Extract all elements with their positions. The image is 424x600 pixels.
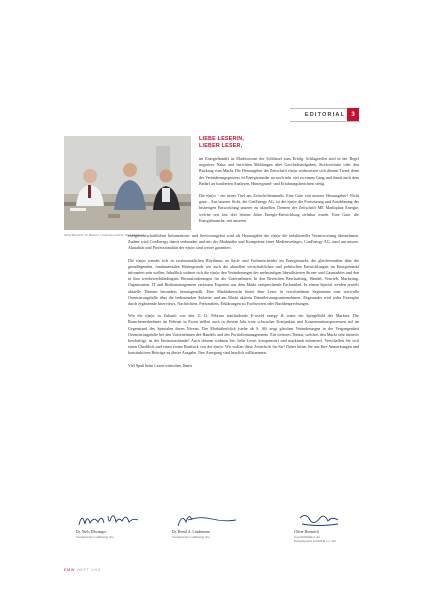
signature-block: [294, 510, 354, 544]
intro-paragraph: im Energiehandel ist Marktwissen der Schlüssel zum Erfolg. Schlagzeilen sind in der Regel negativer Natur und berichten Meldungen über Geschäftsaufgaben, Stockverluste oder den Rückzug vom Markt. Die Herausgeber der Zeitschrift e|m|w widersetzen sich diesem Trend, denn der Veränderungsprozess ist Energieinsider an noch sehr viel zu einem Gang und damit auch dem Bedarf an fundierten Analysen, Hintergrund- und Erfahrungsberichten stetig.: [199, 156, 359, 186]
signatory-title: Vorstand der ConEnergy AG: [172, 535, 210, 539]
signatory-name: Oliver Bonnrich: [294, 530, 319, 534]
closing-line: Viel Spaß beim Lesen wünschen Ihnen: [128, 362, 192, 368]
editorial-heading: [199, 136, 359, 150]
body-paragraph: energiewirtschaftlichen Informations- und Serviceangebot wird als Herausgeber der e|m|w die redaktionelle Verantwortung übernehmen. Zudem wird ConEnergy damit verbunden und mit der Marktnähe und Kompetenz eines Medienverlages, ConEnergy AG, rund um unsere, Aktualität und Professionalität der e|m|w sind weiter garantiert.: [128, 233, 359, 251]
signature-block: [172, 510, 242, 539]
signature-image: [172, 510, 242, 530]
body-paragraph: Wie die e|m|w in Zukunft von den 11.-13. Februar stattfindende E-world energy & water ein Spiegelbild des Marktes. Die Branchenteilnehmer im Februar in Essen stellen auch in diesem Jahr trotz schwacher Konjunktur und Konzentrationsprozessen auf im Gegenstand des Spezialen deren Niveau. Der Marktüberblick (siehe ab S. 46) zeigt gleichen Veränderungen in der Vergangenheit Orientierungshilfe bei den Unternehmen des Handels und des Portfoliomanagements. Ein weiteres Thema, welches den Markt sehr intensiv beschäftigt, ist der Emissionshandel. Auch diesem widmen Sie, liebe Leser, komprimiert und marktnah informiert. Verschaffen Sie sich einen Überblick und einen ersten Eindruck von der e|m|w. Wir wollen diese Zeitschrift für Sie! Daher bitten Sie uns Ihre Anmerkungen und konstruktiven Beiträge zu dieser Ausgabe. Ihre Anregung sind herzlich willkommen.: [128, 313, 359, 356]
heading-line: LIEBE LESERIN,: [199, 136, 245, 142]
signatory-title: Energiepreise GmbH & Co. KG: [294, 539, 337, 544]
page-number: 3: [347, 108, 359, 121]
heading-line: LIEBER LESER,: [199, 142, 243, 149]
photo-caption: Oliver Bonnrich, Dr. Bernd A. Lindemann und Dr. Niels Ellwanger: [64, 233, 145, 237]
photo: [64, 136, 191, 230]
signature-image: [76, 510, 146, 530]
page-footer: [64, 568, 101, 572]
photo-illustration: [64, 136, 191, 230]
signature-block: [76, 510, 146, 539]
signatory-title: Vorstand der ConEnergy AG: [76, 535, 114, 539]
footer-brand: EMW: [64, 568, 76, 572]
signatory-name: Dr. Bernd A. Lindemann: [172, 530, 210, 534]
intro-paragraph: Die e|m|w - ein neuer Titel am Zeitschriftenmarkt. Eine Gute von unserer Herausgeber? Nicht ganz... Aus unserer Sicht, die ConEnergy AG, ist die e|m|w die Fortsetzung und Ausdehnung der bisherigen Entwicklung unserer zu aktuellen Themen der Zeitschrift ME Marktplatz Energie, welche seit fast drei letzten Jahre Energie-Entwicklung sichtbar wurde. Eine Gute, die Energiebranche, mit unseren: [199, 193, 359, 223]
signatory-title: Geschäftsführer der: [294, 535, 321, 539]
body-text: [128, 233, 359, 375]
signature-image: [294, 510, 354, 530]
intro-text: [199, 156, 359, 230]
footer-issue: HEFT 1/03: [77, 568, 101, 572]
section-title: EDITORIAL: [304, 112, 346, 118]
body-paragraph: Die e|m|w wendet sich in zweimonatlichen Rhythmus an Sach- und Fachentscheider im Energiemarkt, die gleichermaßen über die grundlegenden, fundamentalen Hintergründe wie auch die aktuellen wirtschaftlichen und politischen Entwicklungen im Energiemarkt informiert sein wollen. Inhaltlich widmet sich die e|m|w den Veränderungen des mehrstufigen liberalisierten Strom- und Gasmarktes und den in ihm wettbewerbsbedingten Herausforderungen für die Unternehmen. In den Bereichen Beschaffung, Handel, Vertrieb, Marketing, Organisation, IT und Risikomanagement verfassen Experten aus dem Markt entsprechende Fachartikel. In einem Special werden jeweils aktuelle Themen besonders herausgestellt. Eine Marktübersicht bietet dem Leser in verschiedenen Segmenten eine wertvolle Orientierungshilfe über die bedeutenden Anbieter und am Markt aktiven Dienstleistungsunternehmen. Abgerundet wird jedes Exemplar durch ergänzende Interviews, Nachrichten, Personalien, Erklärungen zu Fachworten oder Buchbesprechungen.: [128, 257, 359, 307]
signatures: [76, 510, 359, 550]
signatory-name: Dr. Niels Ellwanger: [76, 530, 107, 534]
